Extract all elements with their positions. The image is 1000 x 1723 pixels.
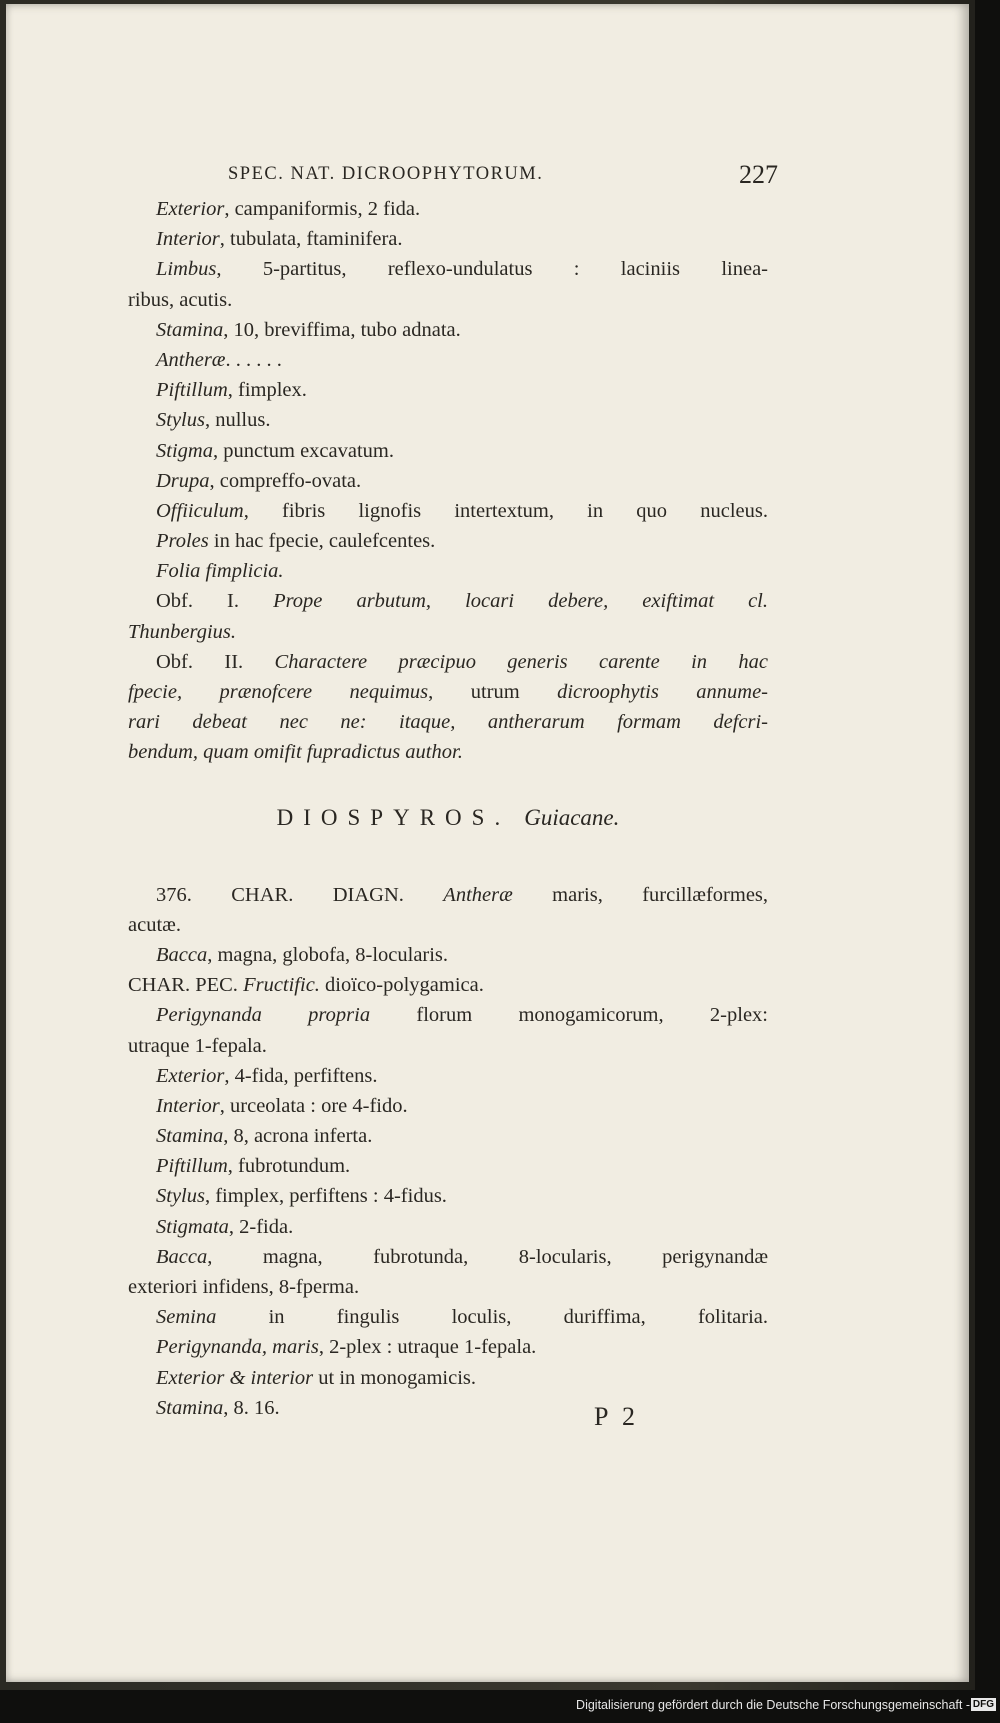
signature-mark: P 2 — [594, 1402, 639, 1431]
term-label: Bacca — [156, 1245, 208, 1268]
term-label: Drupa — [156, 469, 210, 492]
text-line — [128, 526, 768, 556]
term-description: , 5-partitus, reflexo-undulatus : laciniis linea- — [216, 258, 768, 281]
term-description: in fingulis loculis, duriffima, folitaria. — [216, 1306, 768, 1329]
text-line — [128, 1272, 768, 1302]
digitization-footer — [0, 1690, 1000, 1723]
genus-name: DIOSPYROS. — [276, 804, 511, 830]
text-line — [128, 285, 768, 315]
text-line — [128, 1181, 768, 1211]
term-description: , urceolata : ore 4-fido. — [219, 1094, 408, 1117]
term-label: Exterior — [156, 198, 225, 220]
species-name: Guiacane. — [524, 804, 620, 830]
term-description: , 2-fida. — [228, 1215, 294, 1238]
term-description: , 8, acrona inferta. — [223, 1125, 373, 1148]
term-label: Offiiculum — [156, 499, 244, 522]
text-line — [128, 556, 768, 586]
description-lines-b — [128, 940, 768, 970]
page-number: 227 — [739, 160, 778, 189]
term-description: ribus, acutis. — [128, 288, 233, 311]
text-line — [128, 436, 768, 466]
text-line — [128, 1212, 768, 1242]
term-label: Stamina — [156, 318, 224, 341]
description-lines-a — [128, 194, 768, 586]
term-label: Interior — [156, 228, 220, 251]
genus-heading — [128, 768, 768, 868]
term-label: Proles — [156, 530, 209, 553]
term-label: Limbus — [156, 258, 217, 281]
term-label: Stylus — [156, 1185, 205, 1208]
term-description: , 10, breviffima, tubo adnata. — [223, 318, 461, 341]
observation-2-line-3: rari debeat nec ne: itaque, antherarum formam defcri- — [128, 711, 768, 734]
observation-2-line-2: fpecie, prænofcere nequimus, utrum dicroophytis annume- — [128, 681, 768, 703]
term-description: , compreffo-ovata. — [209, 469, 362, 492]
text-line — [128, 194, 768, 224]
book-page — [6, 4, 969, 1682]
term-description: , 4-fida, perfiftens. — [224, 1064, 378, 1087]
description-lines-c — [128, 1061, 768, 1423]
term-description: , campaniformis, 2 fida. — [224, 198, 421, 220]
diagnosis-continuation: acutæ. — [128, 913, 181, 936]
term-description: , fibris lignofis intertextum, in quo nucleus. — [243, 499, 768, 522]
term-label: Stamina — [156, 1396, 224, 1419]
observation-2-line-4: bendum, quam omifit fupradictus author. — [128, 741, 463, 764]
text-line — [128, 1302, 768, 1332]
term-description: , 2-plex : utraque 1-fepala. — [318, 1336, 537, 1359]
text-line — [128, 375, 768, 405]
observation-1-line-1: Obf. I. Prope arbutum, locari debere, exiftimat cl. — [156, 590, 768, 613]
funding-credit: Digitalisierung gefördert durch die Deutsche Forschungsgemeinschaft - — [576, 1698, 970, 1712]
term-label: Stylus — [156, 409, 205, 432]
term-label: Stamina — [156, 1125, 224, 1148]
term-description: . . . . . . — [225, 348, 282, 371]
term-label: Interior — [156, 1094, 220, 1117]
term-description: exteriori infidens, 8-fperma. — [128, 1276, 360, 1298]
term-description: , 8. 16. — [223, 1396, 280, 1419]
perigynanda-continuation: utraque 1-fepala. — [128, 1034, 267, 1057]
dfg-logo: DFG — [972, 1699, 994, 1710]
text-line — [128, 345, 768, 375]
term-label: Piftillum — [156, 1155, 228, 1178]
term-label: Antheræ — [156, 348, 226, 371]
diagnosis-line: 376. CHAR. DIAGN. Antheræ maris, furcillæformes, — [156, 883, 769, 906]
text-line — [128, 1363, 768, 1393]
running-head-title: SPEC. NAT. DICROOPHYTORUM. — [228, 164, 544, 184]
text-line — [128, 496, 768, 526]
text-line — [128, 405, 768, 435]
term-description: , magna, globofa, 8-locularis. — [207, 943, 449, 966]
term-description: , punctum excavatum. — [212, 439, 394, 462]
observation-2-line-1: Obf. II. Charactere præcipuo generis carente in hac — [156, 650, 768, 673]
term-label: Semina — [156, 1306, 217, 1329]
text-line — [128, 315, 768, 345]
text-line — [128, 1121, 768, 1151]
term-description: , nullus. — [204, 409, 271, 432]
term-label: Piftillum — [156, 379, 228, 402]
term-label: Exterior — [156, 1064, 225, 1087]
text-line — [128, 254, 768, 284]
term-label: Exterior & interior — [156, 1366, 314, 1389]
term-description: , fimplex. — [227, 379, 307, 402]
text-line — [128, 1061, 768, 1091]
term-label: Folia fimplicia. — [156, 560, 284, 583]
term-description: , fimplex, perfiftens : 4-fidus. — [204, 1185, 447, 1208]
text-line — [128, 1242, 768, 1272]
char-pec-line: CHAR. PEC. Fructific. dioïco-polygamica. — [128, 974, 484, 997]
text-line — [128, 1332, 768, 1362]
term-description: , tubulata, ftaminifera. — [219, 228, 403, 251]
page-text-block — [128, 160, 778, 1423]
term-description: , magna, fubrotunda, 8-locularis, perigynandæ — [207, 1245, 768, 1268]
observation-1-line-2: Thunbergius. — [128, 620, 237, 643]
term-description: , fubrotundum. — [227, 1155, 351, 1178]
text-line — [128, 940, 768, 970]
perigynanda-line: Perigynanda propria florum monogamicorum, 2-plex: — [156, 1004, 768, 1027]
running-head — [128, 160, 778, 194]
term-label: Stigmata — [156, 1215, 229, 1238]
term-label: Perigynanda, maris — [156, 1336, 319, 1359]
term-label: Bacca — [156, 943, 208, 966]
text-line — [128, 1393, 768, 1423]
text-line — [128, 224, 768, 254]
text-line — [128, 1091, 768, 1121]
term-description: in hac fpecie, caulefcentes. — [208, 530, 436, 553]
text-line — [128, 466, 768, 496]
term-label: Stigma — [156, 439, 213, 462]
term-description: ut in monogamicis. — [313, 1366, 477, 1389]
text-line — [128, 1151, 768, 1181]
